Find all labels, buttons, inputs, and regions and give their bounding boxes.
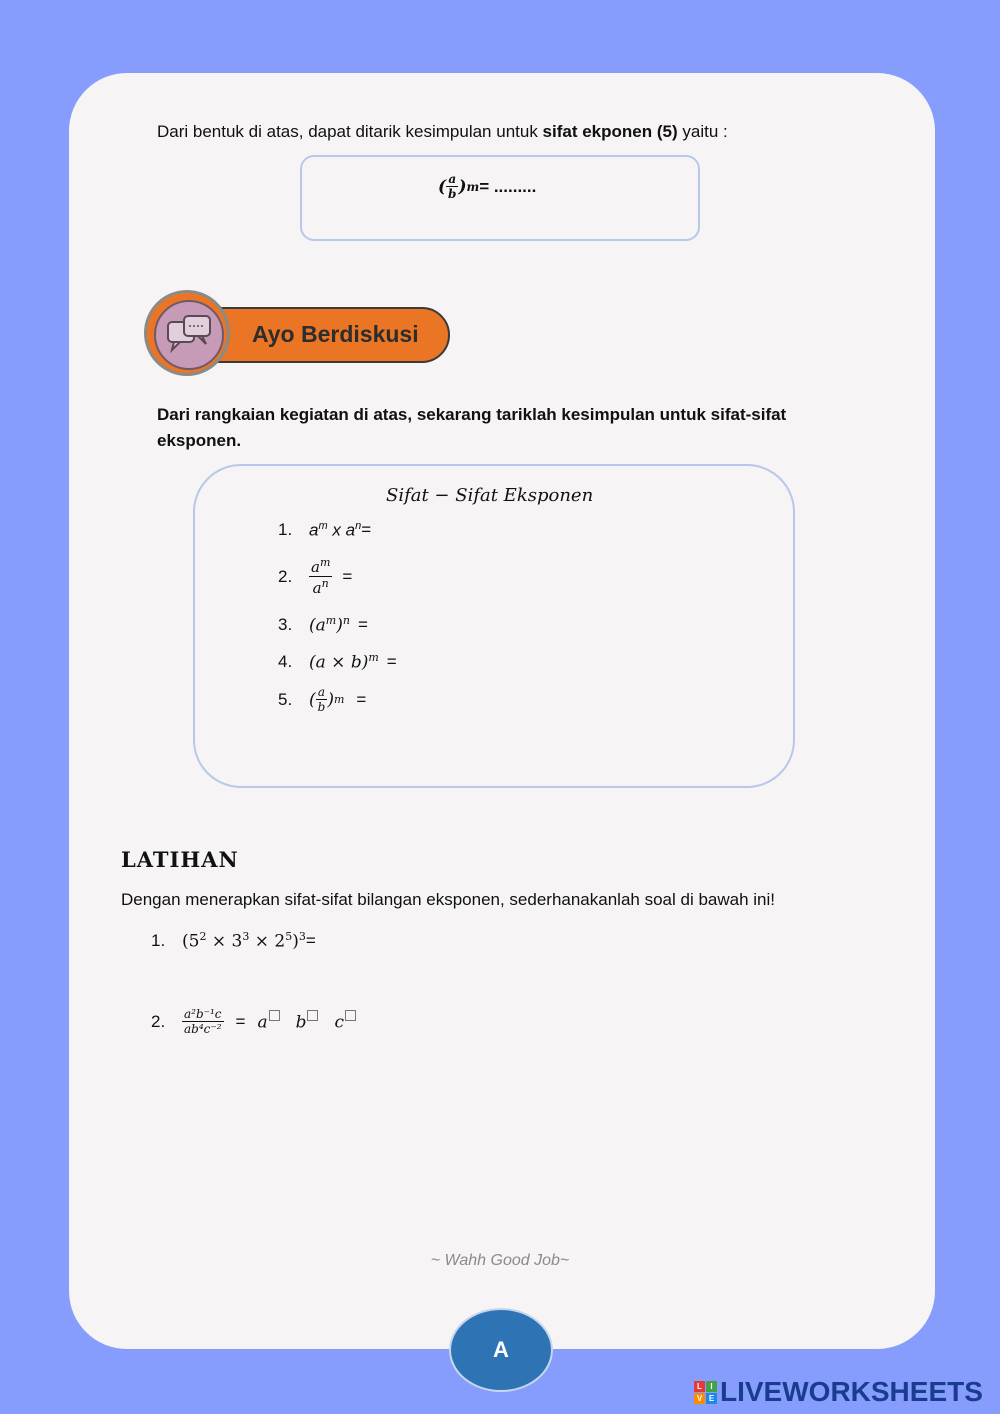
property-5: 5. ( $\frac{a}{b}$ ) m =	[278, 685, 367, 714]
fraction: $\frac{\text{a²b⁻¹c}}{\text{ab⁴c⁻²}}$	[184, 1007, 222, 1036]
discussion-prompt: Dari rangkaian kegiatan di atas, sekarang tariklah kesimpulan untuk sifat-sifat eksponen.	[157, 405, 787, 450]
answer-box-c[interactable]	[345, 1010, 356, 1021]
property-4: 4. $(a \times b)^m$ =	[278, 651, 397, 673]
latihan-instruction: Dengan menerapkan sifat-sifat bilangan eksponen, sederhanakanlah soal di bawah ini!	[121, 890, 775, 909]
chat-bubbles-icon	[156, 302, 222, 368]
exercise-1: 1. $(5^2 \times 3^3 \times 2^5)^3$ =	[151, 930, 316, 952]
liveworksheets-icon: L I V E	[694, 1381, 717, 1404]
property-3: 3. $(a^m)^n$ =	[278, 614, 368, 636]
answer-box-b[interactable]	[307, 1010, 318, 1021]
intro-bold: sifat ekponen (5)	[542, 122, 678, 141]
badge-circle	[144, 290, 230, 376]
footer-text: ~ Wahh Good Job~	[430, 1252, 570, 1269]
page-label: A	[449, 1308, 553, 1392]
exercise-2: 2. $\frac{\text{a²b⁻¹c}}{\text{ab⁴c⁻²}}$ = a b c	[151, 1008, 356, 1035]
property-1: 1. $a^m$ x $a^n$ =	[278, 520, 372, 540]
badge-label: Ayo Berdiskusi	[252, 321, 419, 347]
answer-box-a[interactable]	[269, 1010, 280, 1021]
latihan-heading: LATIHAN	[121, 847, 239, 872]
properties-title: Sifat − Sifat Eksponen	[386, 485, 594, 506]
ayo-berdiskusi-badge	[144, 290, 449, 380]
fraction: $\frac{a}{b}$	[448, 172, 457, 201]
property-2: 2. $\frac{a^m}{a^n}$ =	[278, 556, 353, 597]
formula-5: ( $\frac{a}{b}$ ) m = .........	[438, 172, 537, 201]
fraction: $\frac{a^m}{a^n}$	[311, 556, 331, 597]
intro-text: Dari bentuk di atas, dapat ditarik kesimpulan untuk sifat ekponen (5) yaitu :	[157, 122, 728, 141]
liveworksheets-logo: L I V E LIVEWORKSHEETS	[694, 1376, 983, 1408]
